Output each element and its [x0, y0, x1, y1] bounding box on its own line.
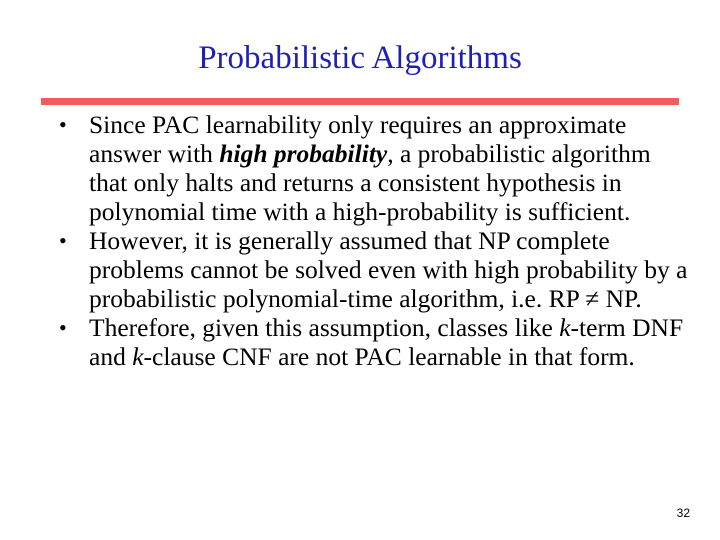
page-number: 32	[676, 506, 690, 520]
bullet-item-rp-np	[50, 226, 690, 313]
bullet-text: Therefore, given this assumption, classes like	[89, 313, 560, 342]
bullet-icon: •	[59, 315, 67, 340]
bullet-icon: •	[59, 228, 67, 253]
bullet-text: Since PAC learnability only requires an approximate answer with	[89, 110, 627, 168]
slide-title: Probabilistic Algorithms	[198, 40, 522, 76]
bullet-italic: k	[559, 313, 571, 342]
bullet-italic: k	[132, 342, 144, 371]
bullet-text: However, it is generally assumed that NP complete problems cannot be solved even with high probability by a probabilistic polynomial-time algorithm, i.e. RP ≠ NP.	[89, 226, 688, 313]
bullet-icon: •	[59, 112, 67, 137]
bullet-text: , a probabilistic algorithm that only halts and returns a consistent hypothesis in polynomial time with a high-probability is sufficient.	[89, 139, 651, 226]
bullet-emphasis: high probability	[219, 139, 388, 168]
title-underline-rule	[41, 98, 679, 105]
bullet-item-pac-probability	[50, 110, 690, 226]
bullet-item-not-pac-learnable	[50, 313, 690, 371]
bullet-list	[50, 110, 690, 371]
bullet-text: -clause CNF are not PAC learnable in that form.	[143, 342, 635, 371]
bullet-text: -term DNF and	[89, 313, 684, 371]
